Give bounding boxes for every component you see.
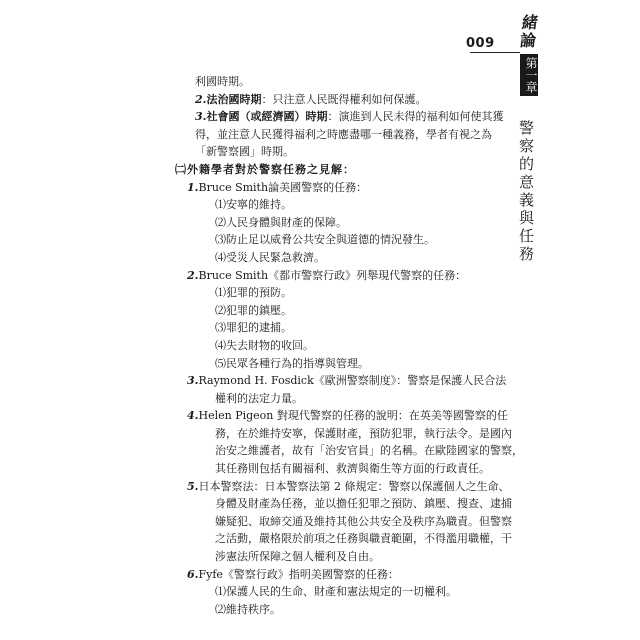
line-text: 涉憲法所保障之個人權利及自由。 (215, 550, 380, 564)
line-text: ：演進到人民未得的福利如何使其獲 (327, 110, 504, 124)
header-rule (470, 52, 520, 53)
line-text: Helen Pigeon 對現代警察的任務的說明：在英美等國警察的任 (198, 409, 508, 423)
item-number: 3. (187, 374, 199, 388)
line-text: 之活動，嚴格限於前項之任務與職責範圍，不得濫用職權，干 (215, 532, 512, 546)
text-line (175, 73, 505, 91)
line-text: 利國時期。 (195, 75, 250, 88)
text-line (175, 319, 505, 337)
item-number: 6. (187, 567, 199, 581)
chapter-title: 警察的意義與任務 (517, 120, 535, 264)
line-text: ：只注意人民既得權利如何保護。 (261, 92, 427, 106)
text-line (175, 143, 505, 161)
line-text: 其任務則包括有關福利、救濟與衛生等方面的行政責任。 (215, 462, 490, 476)
bold-term: 社會國（或經濟國）時期 (206, 110, 328, 124)
chapter-brush-title: 緒論 (519, 13, 539, 50)
item-number: 2. (187, 268, 199, 282)
item-number: 4. (187, 409, 199, 423)
text-line (175, 425, 512, 443)
text-line (175, 267, 505, 285)
text-line (175, 548, 505, 566)
text-line (175, 196, 505, 214)
text-line (175, 390, 505, 408)
text-line (175, 530, 512, 548)
text-line (175, 91, 505, 109)
line-text: 身體及財產為任務，並以擔任犯罪之預防、鎮壓、搜查、逮捕 (215, 497, 512, 511)
text-line (175, 179, 505, 197)
line-text: Fyfe《警察行政》指明美國警察的任務： (198, 567, 399, 581)
line-text: 嫌疑犯、取締交通及維持其他公共安全及秩序為職責。但警察 (215, 514, 512, 528)
text-line (175, 231, 505, 249)
line-text: ⑶罪犯的逮捕。 (215, 321, 292, 335)
line-text: ⑷受災人民緊急救濟。 (215, 250, 325, 264)
line-text: Bruce Smith《都市警察行政》列舉現代警察的任務： (198, 268, 467, 282)
line-text: Raymond H. Fosdick《歐洲警察制度》：警察是保護人民合法 (198, 374, 507, 388)
text-line (175, 566, 505, 584)
item-number: 2. (195, 92, 207, 106)
text-line (175, 495, 512, 513)
line-text: ⑸民眾各種行為的指導與管理。 (215, 356, 369, 370)
item-number: 1. (187, 180, 199, 194)
text-line (175, 513, 512, 531)
line-text: 得，並注意人民獲得福利之時應盡哪一種義務，學者有視之為 (195, 127, 492, 141)
text-line (175, 601, 505, 619)
line-text: 務，在於維持安寧，保護財產，預防犯罪，執行法令。是國內 (215, 426, 512, 440)
line-text: ⑴保護人民的生命、財產和憲法規定的一切權利。 (215, 585, 457, 599)
line-text: ⑵維持秩序。 (215, 602, 281, 616)
text-line (175, 126, 505, 144)
text-line (175, 442, 523, 460)
line-text: ⑵犯罪的鎮壓。 (215, 303, 292, 317)
section-heading (175, 161, 505, 179)
bold-term: 法治國時期 (206, 92, 262, 106)
line-text: 「新警察國」時期。 (195, 145, 294, 159)
item-number: 5. (187, 479, 199, 493)
line-text: ⑴犯罪的預防。 (215, 286, 292, 300)
text-line (175, 302, 505, 320)
text-line (175, 249, 505, 267)
page-number: 009 (466, 36, 495, 51)
text-line (175, 372, 505, 390)
chapter-number-tab: 第一章 (520, 54, 538, 96)
body-text (175, 73, 523, 618)
text-line (175, 108, 505, 126)
section-heading-text: ㈡外籍學者對於警察任務之見解： (175, 162, 355, 176)
line-text: ⑴安寧的維持。 (215, 198, 292, 212)
line-text: ⑵人民身體與財產的保障。 (215, 215, 347, 229)
line-text: 治安之維護者，故有「治安官員」的名稱。在歐陸國家的警察， (215, 444, 523, 458)
text-line (175, 337, 505, 355)
text-line (175, 460, 505, 478)
text-line (175, 355, 505, 373)
text-line (175, 583, 505, 601)
line-text: ⑶防止足以威脅公共安全與道德的情況發生。 (215, 233, 435, 247)
line-text: 權利的法定力量。 (215, 391, 303, 405)
text-line (175, 284, 505, 302)
text-line (175, 214, 505, 232)
line-text: ⑷失去財物的收回。 (215, 338, 314, 352)
line-text: 日本警察法：日本警察法第 2 條規定：警察以保護個人之生命、 (198, 479, 510, 493)
text-line (175, 407, 508, 425)
text-line (175, 478, 510, 496)
line-text: Bruce Smith論美國警察的任務： (198, 180, 368, 194)
item-number: 3. (195, 110, 207, 124)
